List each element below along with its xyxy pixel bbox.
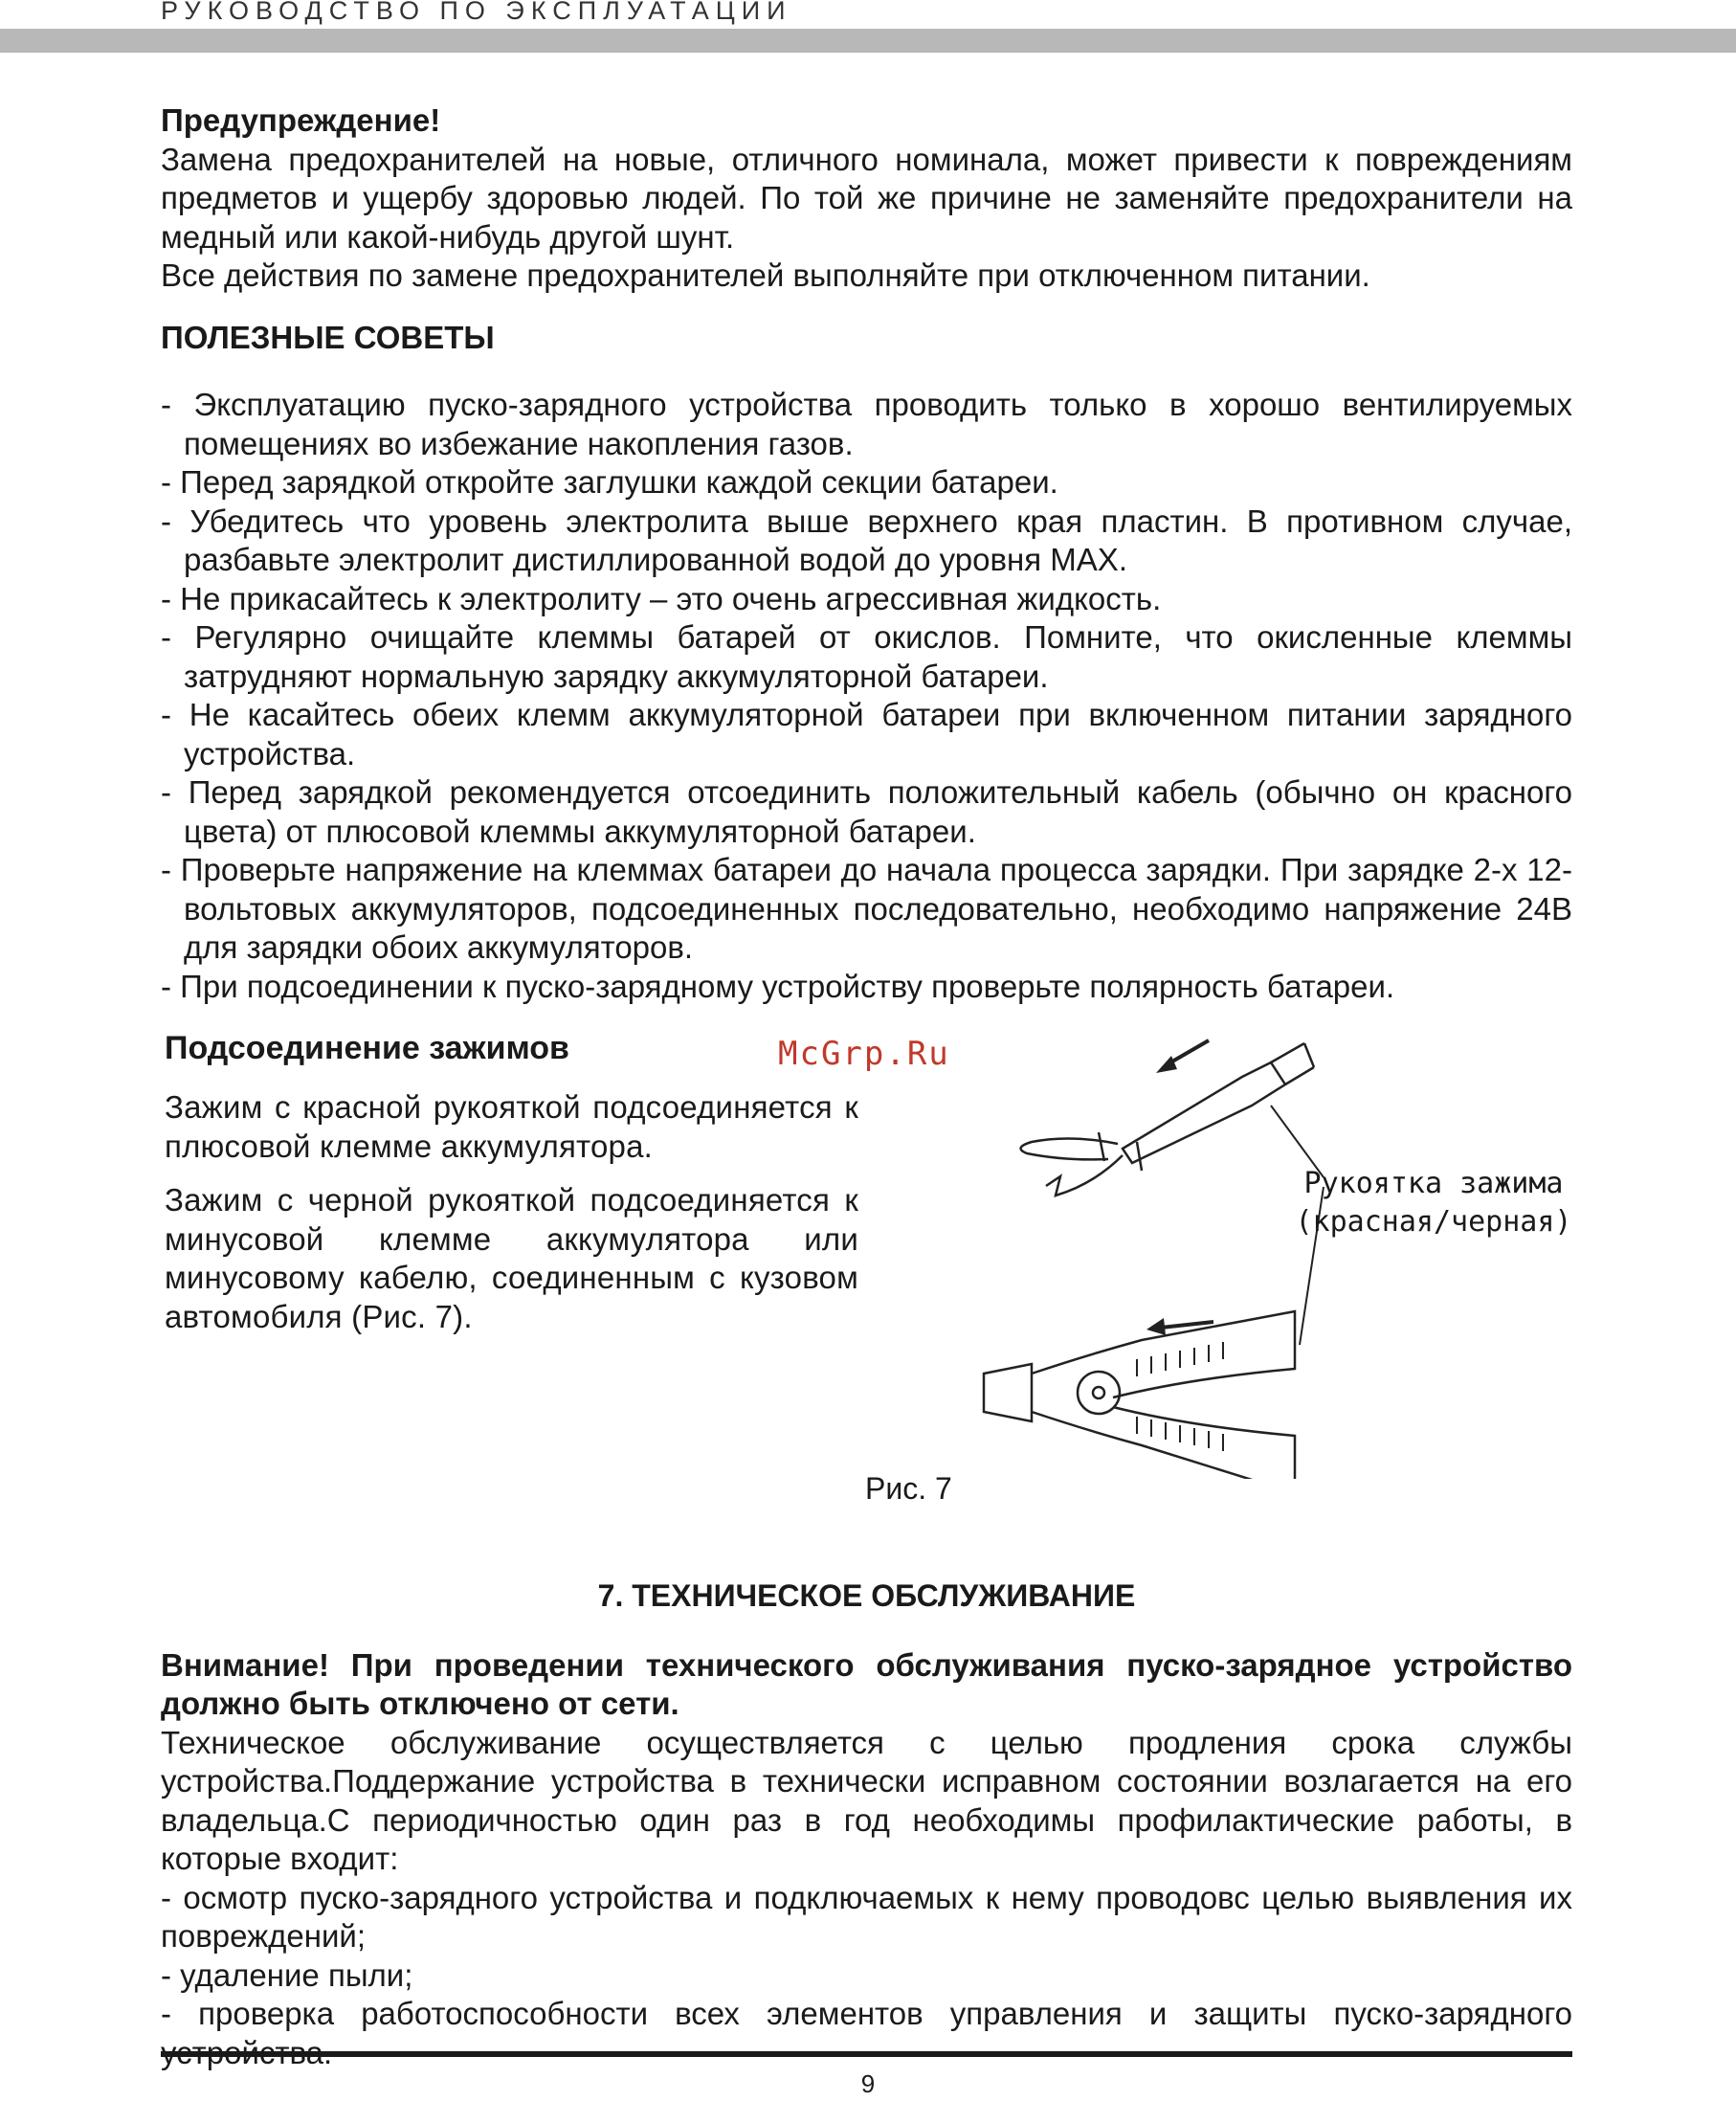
maintenance-intro: Техническое обслуживание осуществляется с целью продления срока службы устройства.Поддержание устройства в технически исправном состоянии возлагается на его владельца.С периодичностью один раз в год необходимы профилактические работы, в которые входит: — [161, 1724, 1572, 1876]
clamp-label-line2: (красная/черная) — [1295, 1205, 1572, 1239]
connection-black-paragraph: Зажим с черной рукояткой подсоединяется к минусовой клемме аккумулятора или минусовому кабелю, соединенным с кузовом автомобиля (Рис. 7). — [165, 1182, 858, 1334]
maintenance-attention: Внимание! При проведении технического обслуживания пуско-зарядное устройство должно быть отключено от сети. — [161, 1646, 1572, 1721]
clamp-handle-label — [1290, 1165, 1577, 1241]
warning-note: Все действия по замене предохранителей выполняйте при отключенном питании. — [161, 257, 1370, 293]
bottom-clamp-grip-top — [1137, 1342, 1223, 1376]
maintenance-item: - осмотр пуско-зарядного устройства и подключаемых к нему проводовс целью выявления их повреждений; — [161, 1879, 1572, 1954]
clamp-illustration — [955, 1029, 1453, 1479]
top-clamp-cable — [1271, 1043, 1314, 1084]
page-number: 9 — [860, 2069, 876, 2098]
page-content — [161, 101, 1572, 2072]
tip-item: - Регулярно очищайте клеммы батарей от окислов. Помните, что окисленные клеммы затрудняют нормальную зарядку аккумуляторной батареи. — [161, 619, 1572, 694]
clamp-connection-section — [161, 1029, 1572, 1565]
connection-title: Подсоединение зажимов — [165, 1030, 569, 1066]
tip-item: - Не касайтесь обеих клемм аккумуляторной батареи при включенном питании зарядного устройства. — [161, 697, 1572, 771]
clamp-label-line1: Рукоятка зажима — [1303, 1167, 1564, 1200]
warning-text: Замена предохранителей на новые, отличного номинала, может привести к повреждениям предметов и ущербу здоровью людей. По той же причине не заменяйте предохранители на медный или какой-нибудь другой шунт. — [161, 141, 1572, 255]
footer-rule — [161, 2051, 1572, 2057]
bottom-arrow — [1161, 1322, 1213, 1328]
header-title: РУКОВОДСТВО ПО ЭКСПЛУАТАЦИИ — [161, 0, 792, 25]
maintenance-item: - удаление пыли; — [161, 1956, 413, 1993]
bottom-clamp-lower-jaw — [1032, 1407, 1295, 1479]
bottom-clamp-pivot — [1078, 1372, 1120, 1414]
tip-item: - Убедитесь что уровень электролита выше верхнего края пластин. В противном случае, разбавьте электролит дистиллированной водой до уровня MAX. — [161, 503, 1572, 577]
tip-item: - Не прикасайтесь к электролиту – это очень агрессивная жидкость. — [161, 580, 1162, 616]
top-clamp-body — [1123, 1062, 1285, 1163]
header-bar — [0, 29, 1736, 53]
maintenance-item: - проверка работоспособности всех элементов управления и защиты пуско-зарядного — [161, 1996, 1572, 2031]
tips-title: ПОЛЕЗНЫЕ СОВЕТЫ — [161, 319, 495, 355]
bottom-clamp-handle — [984, 1364, 1032, 1421]
tip-item: - Эксплуатацию пуско-зарядного устройства проводить только в хорошо вентилируемых помещениях во избежание накопления газов. — [161, 387, 1572, 461]
tip-item: - Проверьте напряжение на клеммах батареи до начала процесса зарядки. При зарядке 2-х 12-вольтовых аккумуляторов, подсоединенных последовательно, необходимо напряжение 24В для зарядки обоих аккумуляторов. — [161, 852, 1572, 965]
figure-caption: Рис. 7 — [865, 1471, 952, 1506]
tip-item: - Перед зарядкой откройте заглушки каждой секции батареи. — [161, 464, 1058, 500]
warning-title: Предупреждение! — [161, 102, 441, 138]
maintenance-title: 7. ТЕХНИЧЕСКОЕ ОБСЛУЖИВАНИЕ — [597, 1578, 1136, 1613]
connection-red-paragraph: Зажим с красной рукояткой подсоединяется к плюсовой клемме аккумулятора. — [165, 1089, 858, 1164]
connection-text — [165, 1088, 858, 1352]
tips-list — [161, 386, 1572, 1006]
tip-item: - Перед зарядкой рекомендуется отсоединить положительный кабель (обычно он красного цвета) от плюсовой клеммы аккумуляторной батареи. — [161, 774, 1572, 849]
top-clamp-lower-jaw — [1046, 1155, 1123, 1196]
watermark: McGrp.Ru — [778, 1035, 950, 1073]
top-clamp-screw — [1099, 1132, 1104, 1161]
tip-item: - При подсоединении к пуско-зарядному устройству проверьте полярность батареи. — [161, 968, 1395, 1004]
